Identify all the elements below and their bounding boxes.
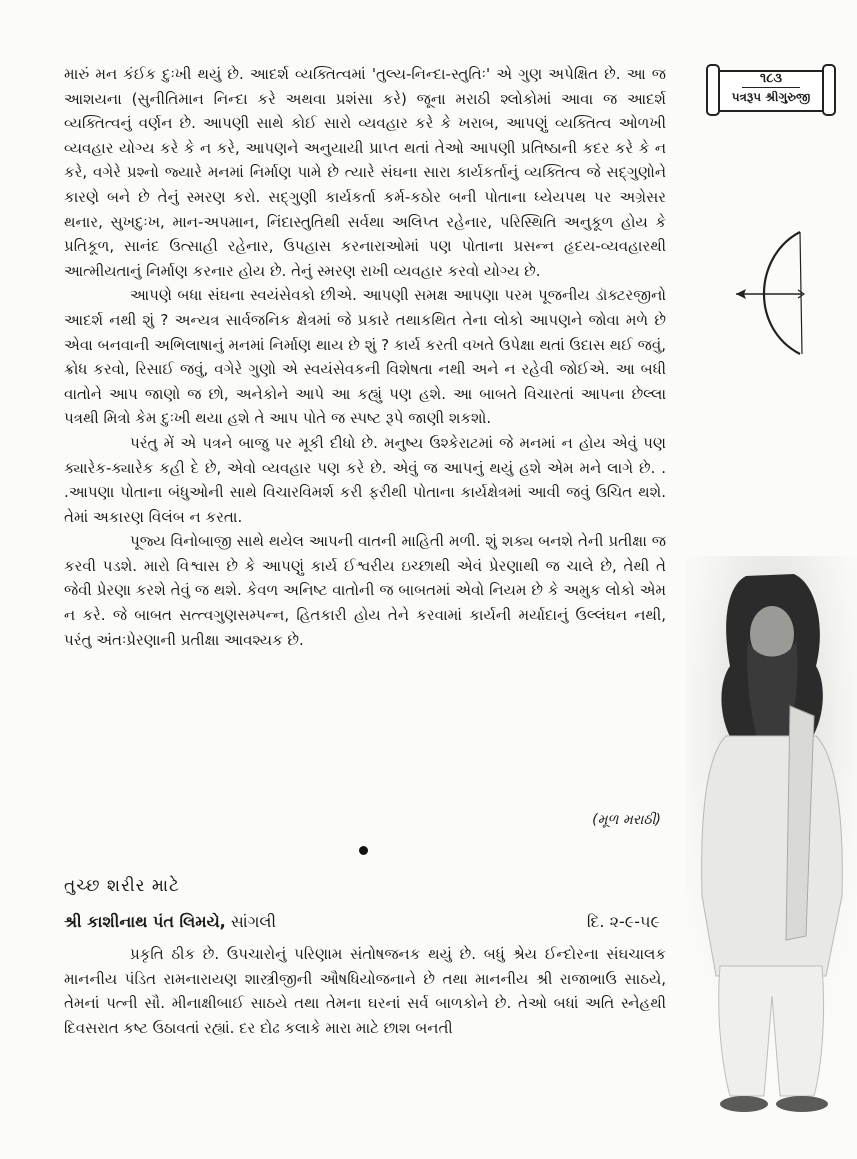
main-text: [64, 62, 666, 652]
paragraph-1: મારું મન કંઈક દુઃખી થયું છે. આદર્શ વ્યક્તિત્વમાં 'તુલ્ય-નિન્દા-સ્તુતિઃ' એ ગુણ અપેક્ષિત છે. આ જ આશયના (સુનીતિમાન નિન્દા કરે અથવા પ્રશંસા કરે) જૂના મરાઠી શ્લોકોમાં આવા જ આદર્શ વ્યક્તિત્વનું વર્ણન છે. આપણી સાથે કોઈ સારો વ્યવહાર કરે કે ખરાબ, આપણું વ્યક્તિત્વ ઓળખી વ્યવહાર યોગ્ય કરે કે ન કરે, આપણને અનુયાયી પ્રાપ્ત થતાં તેઓ આપણી પ્રતિષ્ઠાની કદર કરે કે ન કરે, વગેરે પ્રશ્નો જ્યારે મનમાં નિર્માણ પામે છે ત્યારે સંઘના સારા કાર્યકર્તાનું વ્યક્તિત્વ જે સદ્ગુણોને કારણે બને છે તેનું સ્મરણ કરો. સદ્ગુણી કાર્યકર્તા કર્મ-કઠોર બની પોતાના ધ્યેયપથ પર અગ્રેસર થનાર, સુખદુઃખ, માન-અપમાન, નિંદાસ્તુતિથી સર્વથા અલિપ્ત રહેનાર, પરિસ્થિતિ અનુકૂળ હોય કે પ્રતિકૂળ, સાનંદ ઉત્સાહી રહેનાર, ઉપહાસ કરનારાઓમાં પણ પોતાના પ્રસન્ન હૃદય-વ્યવહારથી આત્મીયતાનું નિર્માણ કરનાર હોય છે. તેનું સ્મરણ રાખી વ્યવહાર કરવો યોગ્ય છે.: [64, 65, 666, 280]
paragraph-4: પૂજ્ય વિનોબાજી સાથે થયેલ આપની વાતની માહિતી મળી. શું શક્ય બનશે તેની પ્રતીક્ષા જ કરવી પડશે. મારો વિશ્વાસ છે કે આપણું કાર્ય ઈશ્વરીય ઇચ્છાથી એવં પ્રેરણાથી જ ચાલે છે, તેથી તે જેવી પ્રેરણા કરશે તેવું જ થશે. કેવળ અનિષ્ટ વાતોની જ બાબતમાં એવો નિયમ છે કે અમુક લોકો એમ ન કરે. જે બાબત સત્ત્વગુણસમ્પન્ન, હિતકારી હોય તેને કરવામાં કાર્યની મર્યાદાનું ઉલ્લંઘન નથી, પરંતુ અંતઃપ્રેરણાની પ્રતીક્ષા આવશ્યક છે.: [64, 532, 666, 649]
paragraph-3: પરંતુ મેં એ પત્રને બાજુ પર મૂકી દીધો છે. મનુષ્ય ઉશ્કેરાટમાં જે મનમાં ન હોય એવું પણ ક્યારેક-ક્યારેક કહી દે છે, એવો વ્યવહાર પણ કરે છે. એવું જ આપનું થયું હશે એમ મને લાગે છે. . .આપણા પોતાના બંધુઓની સાથે વિચારવિમર્શ કરી ફરીથી પોતાના કાર્યક્ષેત્રમાં આવી જવું ઉચિત થશે. તેમાં અકારણ વિલંબ ન કરતા.: [64, 433, 666, 526]
letter-body: પ્રકૃતિ ઠીક છે. ઉપચારોનું પરિણામ સંતોષજનક થયું છે. બધું શ્રેય ઈન્દોરના સંઘચાલક માનનીય પંડિત રામનારાયણ શાસ્ત્રીજીની ઔષધિયોજનાને છે તથા માનનીય શ્રી રાજાભાઉ સાઠયે, તેમનાં પત્ની સૌ. મીનાક્ષીબાઈ સાઠયે તથા તેમના ઘરનાં સર્વ બાળકોને છે. તેઓ બધાં અતિ સ્નેહથી દિવસરાત કષ્ટ ઉઠાવતાં રહ્યાં. દર દોઢ કલાકે મારા માટે છાશ બનતી: [64, 945, 666, 1037]
paragraph-2: આપણે બધા સંઘના સ્વયંસેવકો છીએ. આપણી સમક્ષ આપણા પરમ પૂજનીય ડૉક્ટરજીનો આદર્શ નથી શું ? અન્યત્ર સાર્વજનિક ક્ષેત્રમાં જે પ્રકારે તથાકથિત તેના લોકો આપણને જોવા મળે છે એવા બનવાની અભિલાષાનું મનમાં નિર્માણ થાય છે શું ? કાર્ય કરતી વખતે ઉપેક્ષા થતાં ઉદાસ થઈ જવું, ક્રોધ કરવો, રિસાઈ જવું, વગેરે ગુણો એ સ્વયંસેવકની વિશેષતા નથી અને ન રહેવી જોઈએ. આ બધી વાતોને આપ જાણો જ છો, અનેકોને આપે આ કહ્યું પણ હશે. આ બાબતે વિચારતાં આપના છેલ્લા પત્રથી મિત્રો કેમ દુઃખી થયા હશે તે આપ પોતે જ સ્પષ્ટ રૂપે જાણી શકશો.: [64, 286, 666, 428]
original-language-note: (મૂળ મરાઠી): [592, 812, 661, 828]
section-title: તુચ્છ શરીર માટે: [64, 876, 180, 896]
sender-place: સાંગલી: [230, 912, 277, 931]
page-header-badge: [706, 62, 836, 116]
scroll-roll-left: [706, 64, 720, 116]
bow-and-arrow-icon: [730, 228, 810, 358]
page-number: ૧૮૩: [742, 71, 800, 88]
letter-date: દિ. ૨-૯-૫૯: [586, 912, 660, 931]
sender-name: શ્રી કાશીનાથ પંત લિમયે,: [64, 912, 226, 931]
section-divider-dot: [359, 846, 368, 855]
portrait-photo: [686, 556, 857, 1124]
letter-header: [64, 912, 666, 932]
running-title: પત્રરૂપ શ્રીગુરુજી: [731, 90, 811, 104]
scroll-roll-right: [822, 64, 836, 116]
